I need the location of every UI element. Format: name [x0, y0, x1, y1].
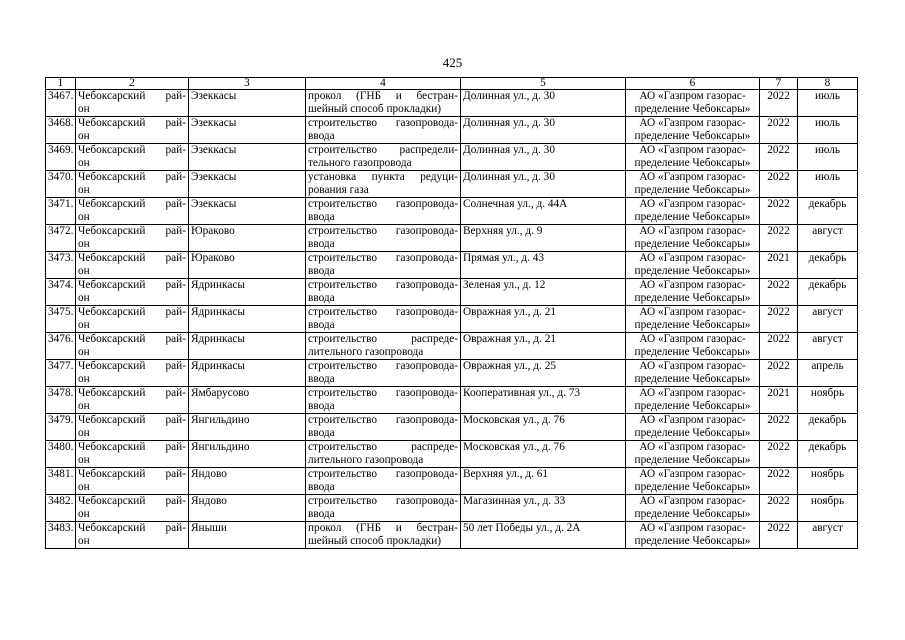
district-cell — [76, 90, 189, 117]
address-cell: Прямая ул., д. 43 — [461, 252, 626, 279]
address-cell: Долинная ул., д. 30 — [461, 144, 626, 171]
district-line-1: Чебоксарский рай- — [78, 360, 186, 372]
work-type-line-1: строительство газопровода- — [308, 198, 458, 210]
district-cell — [76, 144, 189, 171]
owner-cell — [626, 171, 760, 198]
address-cell: Долинная ул., д. 30 — [461, 171, 626, 198]
month-cell: декабрь — [798, 414, 858, 441]
work-type-cell — [306, 414, 461, 441]
work-type-line-2: ввода — [308, 508, 335, 520]
owner-cell — [626, 441, 760, 468]
table-row — [46, 306, 858, 333]
work-type-line-2: ввода — [308, 238, 335, 250]
district-line-2: он — [78, 508, 90, 520]
owner-line-2: пределение Чебоксары» — [634, 211, 751, 223]
work-type-line-1: строительство газопровода- — [308, 360, 458, 372]
district-line-2: он — [78, 319, 90, 331]
work-type-cell — [306, 225, 461, 252]
owner-line-2: пределение Чебоксары» — [634, 508, 751, 520]
district-cell — [76, 279, 189, 306]
owner-line-1: АО «Газпром газорас- — [639, 360, 746, 372]
work-type-line-2: ввода — [308, 400, 335, 412]
gas-works-table — [45, 77, 858, 549]
year-cell: 2022 — [760, 144, 798, 171]
month-cell: декабрь — [798, 252, 858, 279]
district-line-2: он — [78, 535, 90, 547]
locality-cell: Ядринкасы — [189, 333, 306, 360]
table-row — [46, 279, 858, 306]
owner-line-1: АО «Газпром газорас- — [639, 387, 746, 399]
owner-cell — [626, 279, 760, 306]
work-type-line-2: шейный способ прокладки) — [308, 535, 442, 547]
year-cell: 2022 — [760, 360, 798, 387]
work-type-cell — [306, 279, 461, 306]
work-type-cell — [306, 468, 461, 495]
district-line-1: Чебоксарский рай- — [78, 117, 186, 129]
locality-cell: Эзеккасы — [189, 90, 306, 117]
district-line-2: он — [78, 238, 90, 250]
locality-cell: Эзеккасы — [189, 117, 306, 144]
district-line-2: он — [78, 211, 90, 223]
owner-line-2: пределение Чебоксары» — [634, 400, 751, 412]
year-cell: 2021 — [760, 252, 798, 279]
col-header-6: 6 — [626, 78, 760, 90]
owner-cell — [626, 333, 760, 360]
locality-cell: Эзеккасы — [189, 198, 306, 225]
column-number-row — [46, 78, 858, 90]
table-row — [46, 333, 858, 360]
table-row — [46, 441, 858, 468]
work-type-line-2: ввода — [308, 130, 335, 142]
work-type-line-2: ввода — [308, 211, 335, 223]
district-cell — [76, 171, 189, 198]
owner-line-2: пределение Чебоксары» — [634, 292, 751, 304]
row-number: 3470. — [46, 171, 76, 198]
owner-cell — [626, 144, 760, 171]
owner-cell — [626, 117, 760, 144]
month-cell: ноябрь — [798, 495, 858, 522]
district-line-2: он — [78, 157, 90, 169]
district-line-1: Чебоксарский рай- — [78, 252, 186, 264]
district-cell — [76, 468, 189, 495]
owner-line-2: пределение Чебоксары» — [634, 157, 751, 169]
owner-line-2: пределение Чебоксары» — [634, 103, 751, 115]
year-cell: 2022 — [760, 306, 798, 333]
table-row — [46, 252, 858, 279]
work-type-line-1: установка пункта редуци- — [308, 171, 458, 183]
district-cell — [76, 225, 189, 252]
month-cell: декабрь — [798, 279, 858, 306]
owner-cell — [626, 306, 760, 333]
table-row — [46, 198, 858, 225]
owner-line-1: АО «Газпром газорас- — [639, 333, 746, 345]
locality-cell: Ядринкасы — [189, 360, 306, 387]
work-type-line-1: прокол (ГНБ и бестран- — [308, 522, 458, 534]
table-row — [46, 468, 858, 495]
district-line-1: Чебоксарский рай- — [78, 468, 186, 480]
district-line-2: он — [78, 454, 90, 466]
year-cell: 2022 — [760, 279, 798, 306]
owner-line-2: пределение Чебоксары» — [634, 130, 751, 142]
owner-line-1: АО «Газпром газорас- — [639, 252, 746, 264]
district-cell — [76, 387, 189, 414]
work-type-cell — [306, 333, 461, 360]
work-type-cell — [306, 117, 461, 144]
locality-cell: Яндово — [189, 468, 306, 495]
year-cell: 2022 — [760, 414, 798, 441]
table-header — [46, 78, 858, 90]
owner-cell — [626, 522, 760, 549]
district-cell — [76, 495, 189, 522]
work-type-line-2: ввода — [308, 373, 335, 385]
district-cell — [76, 360, 189, 387]
owner-cell — [626, 495, 760, 522]
district-line-1: Чебоксарский рай- — [78, 279, 186, 291]
district-line-1: Чебоксарский рай- — [78, 90, 186, 102]
page-number: 425 — [442, 55, 463, 70]
district-line-1: Чебоксарский рай- — [78, 414, 186, 426]
row-number: 3481. — [46, 468, 76, 495]
district-cell — [76, 117, 189, 144]
row-number: 3468. — [46, 117, 76, 144]
year-cell: 2022 — [760, 171, 798, 198]
locality-cell: Эзеккасы — [189, 171, 306, 198]
owner-line-2: пределение Чебоксары» — [634, 265, 751, 277]
district-cell — [76, 333, 189, 360]
col-header-1: 1 — [46, 78, 76, 90]
col-header-7: 7 — [760, 78, 798, 90]
month-cell: август — [798, 225, 858, 252]
district-cell — [76, 441, 189, 468]
district-line-2: он — [78, 481, 90, 493]
locality-cell: Юраково — [189, 252, 306, 279]
district-line-1: Чебоксарский рай- — [78, 495, 186, 507]
address-cell: Солнечная ул., д. 44А — [461, 198, 626, 225]
owner-line-1: АО «Газпром газорас- — [639, 198, 746, 210]
col-header-5: 5 — [461, 78, 626, 90]
row-number: 3471. — [46, 198, 76, 225]
owner-line-2: пределение Чебоксары» — [634, 481, 751, 493]
district-cell — [76, 198, 189, 225]
work-type-line-1: строительство газопровода- — [308, 387, 458, 399]
address-cell: Московская ул., д. 76 — [461, 414, 626, 441]
address-cell: Долинная ул., д. 30 — [461, 90, 626, 117]
year-cell: 2022 — [760, 441, 798, 468]
district-line-2: он — [78, 427, 90, 439]
table-row — [46, 225, 858, 252]
locality-cell: Янгильдино — [189, 414, 306, 441]
col-header-4: 4 — [306, 78, 461, 90]
owner-cell — [626, 360, 760, 387]
district-line-1: Чебоксарский рай- — [78, 387, 186, 399]
district-line-1: Чебоксарский рай- — [78, 306, 186, 318]
address-cell: Верхняя ул., д. 61 — [461, 468, 626, 495]
locality-cell: Яныши — [189, 522, 306, 549]
row-number: 3477. — [46, 360, 76, 387]
work-type-cell — [306, 252, 461, 279]
owner-line-2: пределение Чебоксары» — [634, 238, 751, 250]
owner-line-1: АО «Газпром газорас- — [639, 522, 746, 534]
year-cell: 2022 — [760, 198, 798, 225]
locality-cell: Яндово — [189, 495, 306, 522]
owner-line-2: пределение Чебоксары» — [634, 184, 751, 196]
owner-line-1: АО «Газпром газорас- — [639, 495, 746, 507]
address-cell: Овражная ул., д. 25 — [461, 360, 626, 387]
year-cell: 2022 — [760, 522, 798, 549]
row-number: 3469. — [46, 144, 76, 171]
district-line-1: Чебоксарский рай- — [78, 144, 186, 156]
row-number: 3476. — [46, 333, 76, 360]
address-cell: Кооперативная ул., д. 73 — [461, 387, 626, 414]
row-number: 3472. — [46, 225, 76, 252]
district-line-2: он — [78, 103, 90, 115]
row-number: 3479. — [46, 414, 76, 441]
district-line-1: Чебоксарский рай- — [78, 333, 186, 345]
month-cell: август — [798, 522, 858, 549]
owner-line-1: АО «Газпром газорас- — [639, 171, 746, 183]
owner-line-2: пределение Чебоксары» — [634, 454, 751, 466]
month-cell: июль — [798, 171, 858, 198]
work-type-line-2: шейный способ прокладки) — [308, 103, 442, 115]
district-line-1: Чебоксарский рай- — [78, 441, 186, 453]
owner-line-1: АО «Газпром газорас- — [639, 468, 746, 480]
district-line-2: он — [78, 346, 90, 358]
row-number: 3480. — [46, 441, 76, 468]
row-number: 3483. — [46, 522, 76, 549]
work-type-cell — [306, 495, 461, 522]
table-row — [46, 495, 858, 522]
address-cell: Верхняя ул., д. 9 — [461, 225, 626, 252]
month-cell: декабрь — [798, 198, 858, 225]
owner-cell — [626, 414, 760, 441]
month-cell: июль — [798, 117, 858, 144]
work-type-line-1: строительство газопровода- — [308, 306, 458, 318]
work-type-cell — [306, 522, 461, 549]
work-type-line-2: ввода — [308, 292, 335, 304]
work-type-line-2: ввода — [308, 427, 335, 439]
work-type-line-2: лительного газопровода — [308, 454, 424, 466]
row-number: 3482. — [46, 495, 76, 522]
locality-cell: Юраково — [189, 225, 306, 252]
work-type-cell — [306, 441, 461, 468]
year-cell: 2022 — [760, 117, 798, 144]
month-cell: июль — [798, 144, 858, 171]
district-cell — [76, 522, 189, 549]
table-row — [46, 171, 858, 198]
district-line-2: он — [78, 265, 90, 277]
work-type-line-2: ввода — [308, 265, 335, 277]
year-cell: 2022 — [760, 333, 798, 360]
owner-line-2: пределение Чебоксары» — [634, 373, 751, 385]
work-type-line-1: строительство газопровода- — [308, 279, 458, 291]
col-header-8: 8 — [798, 78, 858, 90]
row-number: 3474. — [46, 279, 76, 306]
table-row — [46, 522, 858, 549]
row-number: 3467. — [46, 90, 76, 117]
month-cell: август — [798, 333, 858, 360]
owner-cell — [626, 225, 760, 252]
table-body — [46, 90, 858, 549]
work-type-line-1: прокол (ГНБ и бестран- — [308, 90, 458, 102]
owner-cell — [626, 90, 760, 117]
work-type-line-1: строительство газопровода- — [308, 225, 458, 237]
address-cell: Овражная ул., д. 21 — [461, 306, 626, 333]
owner-line-1: АО «Газпром газорас- — [639, 414, 746, 426]
address-cell: Долинная ул., д. 30 — [461, 117, 626, 144]
work-type-line-2: ввода — [308, 481, 335, 493]
work-type-line-2: ввода — [308, 319, 335, 331]
owner-line-1: АО «Газпром газорас- — [639, 441, 746, 453]
locality-cell: Ямбарусово — [189, 387, 306, 414]
work-type-line-1: строительство газопровода- — [308, 117, 458, 129]
district-cell — [76, 414, 189, 441]
district-line-1: Чебоксарский рай- — [78, 225, 186, 237]
owner-cell — [626, 252, 760, 279]
owner-line-1: АО «Газпром газорас- — [639, 306, 746, 318]
district-line-2: он — [78, 292, 90, 304]
owner-cell — [626, 468, 760, 495]
month-cell: ноябрь — [798, 468, 858, 495]
work-type-cell — [306, 306, 461, 333]
locality-cell: Эзеккасы — [189, 144, 306, 171]
work-type-line-1: строительство газопровода- — [308, 495, 458, 507]
table-row — [46, 117, 858, 144]
table-row — [46, 414, 858, 441]
work-type-line-1: строительство распреде- — [308, 441, 458, 453]
district-line-1: Чебоксарский рай- — [78, 171, 186, 183]
month-cell: декабрь — [798, 441, 858, 468]
address-cell: Магазинная ул., д. 33 — [461, 495, 626, 522]
owner-line-2: пределение Чебоксары» — [634, 319, 751, 331]
work-type-line-2: тельного газопровода — [308, 157, 412, 169]
owner-line-2: пределение Чебоксары» — [634, 427, 751, 439]
work-type-line-1: строительство распредели- — [308, 144, 458, 156]
address-cell: Овражная ул., д. 21 — [461, 333, 626, 360]
district-cell — [76, 252, 189, 279]
locality-cell: Янгильдино — [189, 441, 306, 468]
work-type-cell — [306, 90, 461, 117]
year-cell: 2022 — [760, 225, 798, 252]
table-row — [46, 90, 858, 117]
owner-line-1: АО «Газпром газорас- — [639, 144, 746, 156]
district-line-1: Чебоксарский рай- — [78, 522, 186, 534]
address-cell: Зеленая ул., д. 12 — [461, 279, 626, 306]
work-type-line-1: строительство распреде- — [308, 333, 458, 345]
owner-line-1: АО «Газпром газорас- — [639, 279, 746, 291]
owner-line-1: АО «Газпром газорас- — [639, 225, 746, 237]
work-type-line-1: строительство газопровода- — [308, 468, 458, 480]
district-cell — [76, 306, 189, 333]
owner-line-1: АО «Газпром газорас- — [639, 90, 746, 102]
owner-cell — [626, 387, 760, 414]
work-type-cell — [306, 171, 461, 198]
col-header-2: 2 — [76, 78, 189, 90]
row-number: 3475. — [46, 306, 76, 333]
locality-cell: Ядринкасы — [189, 306, 306, 333]
owner-cell — [626, 198, 760, 225]
owner-line-2: пределение Чебоксары» — [634, 535, 751, 547]
work-type-line-2: лительного газопровода — [308, 346, 424, 358]
row-number: 3478. — [46, 387, 76, 414]
table-row — [46, 360, 858, 387]
row-number: 3473. — [46, 252, 76, 279]
work-type-line-1: строительство газопровода- — [308, 252, 458, 264]
work-type-line-1: строительство газопровода- — [308, 414, 458, 426]
district-line-2: он — [78, 373, 90, 385]
work-type-cell — [306, 360, 461, 387]
month-cell: ноябрь — [798, 387, 858, 414]
address-cell: Московская ул., д. 76 — [461, 441, 626, 468]
month-cell: апрель — [798, 360, 858, 387]
year-cell: 2022 — [760, 495, 798, 522]
year-cell: 2021 — [760, 387, 798, 414]
table-row — [46, 387, 858, 414]
locality-cell: Ядринкасы — [189, 279, 306, 306]
work-type-line-2: рования газа — [308, 184, 369, 196]
district-line-2: он — [78, 184, 90, 196]
district-line-1: Чебоксарский рай- — [78, 198, 186, 210]
district-line-2: он — [78, 400, 90, 412]
district-line-2: он — [78, 130, 90, 142]
year-cell: 2022 — [760, 468, 798, 495]
work-type-cell — [306, 144, 461, 171]
address-cell: 50 лет Победы ул., д. 2А — [461, 522, 626, 549]
owner-line-2: пределение Чебоксары» — [634, 346, 751, 358]
month-cell: июль — [798, 90, 858, 117]
work-type-cell — [306, 198, 461, 225]
owner-line-1: АО «Газпром газорас- — [639, 117, 746, 129]
work-type-cell — [306, 387, 461, 414]
year-cell: 2022 — [760, 90, 798, 117]
month-cell: август — [798, 306, 858, 333]
table-row — [46, 144, 858, 171]
col-header-3: 3 — [189, 78, 306, 90]
